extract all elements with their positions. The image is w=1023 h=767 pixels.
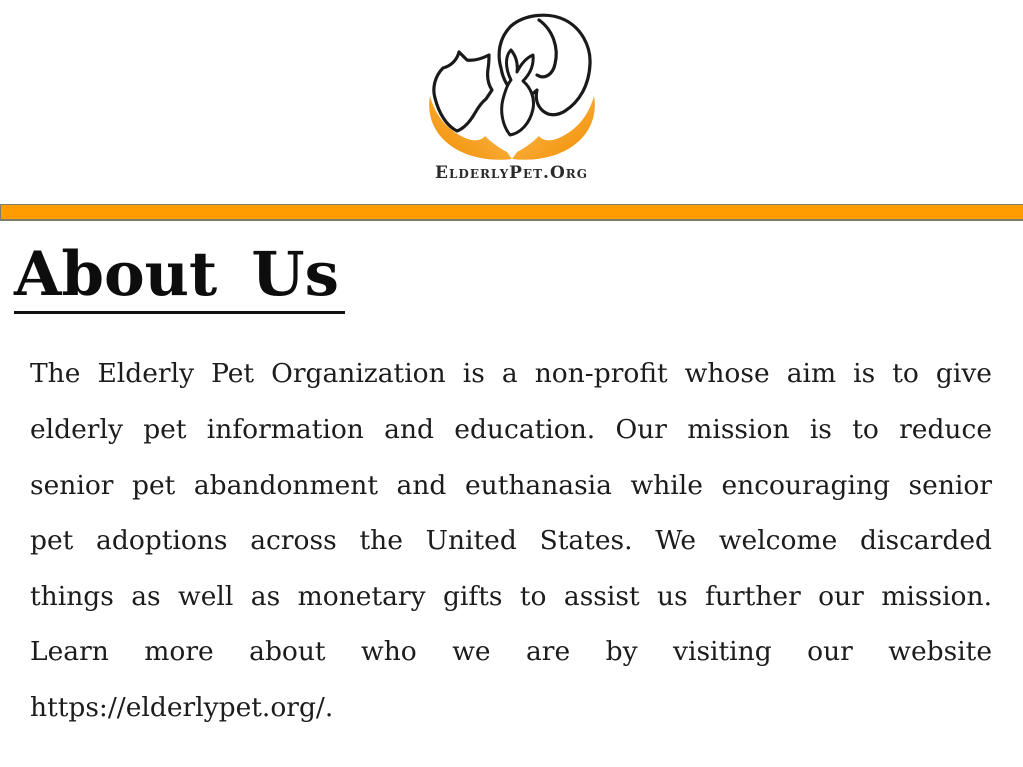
logo [0, 0, 1023, 183]
page-title: About Us [14, 243, 345, 314]
paragraph-line: elderly pet information and education. Our mission is to reduce [30, 414, 992, 446]
about-paragraph [30, 346, 992, 735]
paragraph-line: things as well as monetary gifts to assist us further our mission. [30, 580, 992, 612]
website-url: https://elderlypet.org/. [30, 692, 334, 723]
rabbit-outline [501, 50, 533, 135]
divider-bar [0, 204, 1023, 221]
paragraph-line: Learn more about who we are by visiting our website [30, 636, 992, 668]
paragraph-line: senior pet abandonment and euthanasia while encouraging senior [30, 469, 992, 501]
logo-wordmark: ElderlyPet.Org [435, 163, 588, 183]
paragraph-line: pet adoptions across the United States. We welcome discarded [30, 525, 992, 557]
elderlypet-logo-icon [424, 10, 600, 162]
paragraph-line: The Elderly Pet Organization is a non-profit whose aim is to give [30, 358, 992, 390]
main-content [0, 221, 1023, 736]
cat-outline [433, 52, 491, 131]
